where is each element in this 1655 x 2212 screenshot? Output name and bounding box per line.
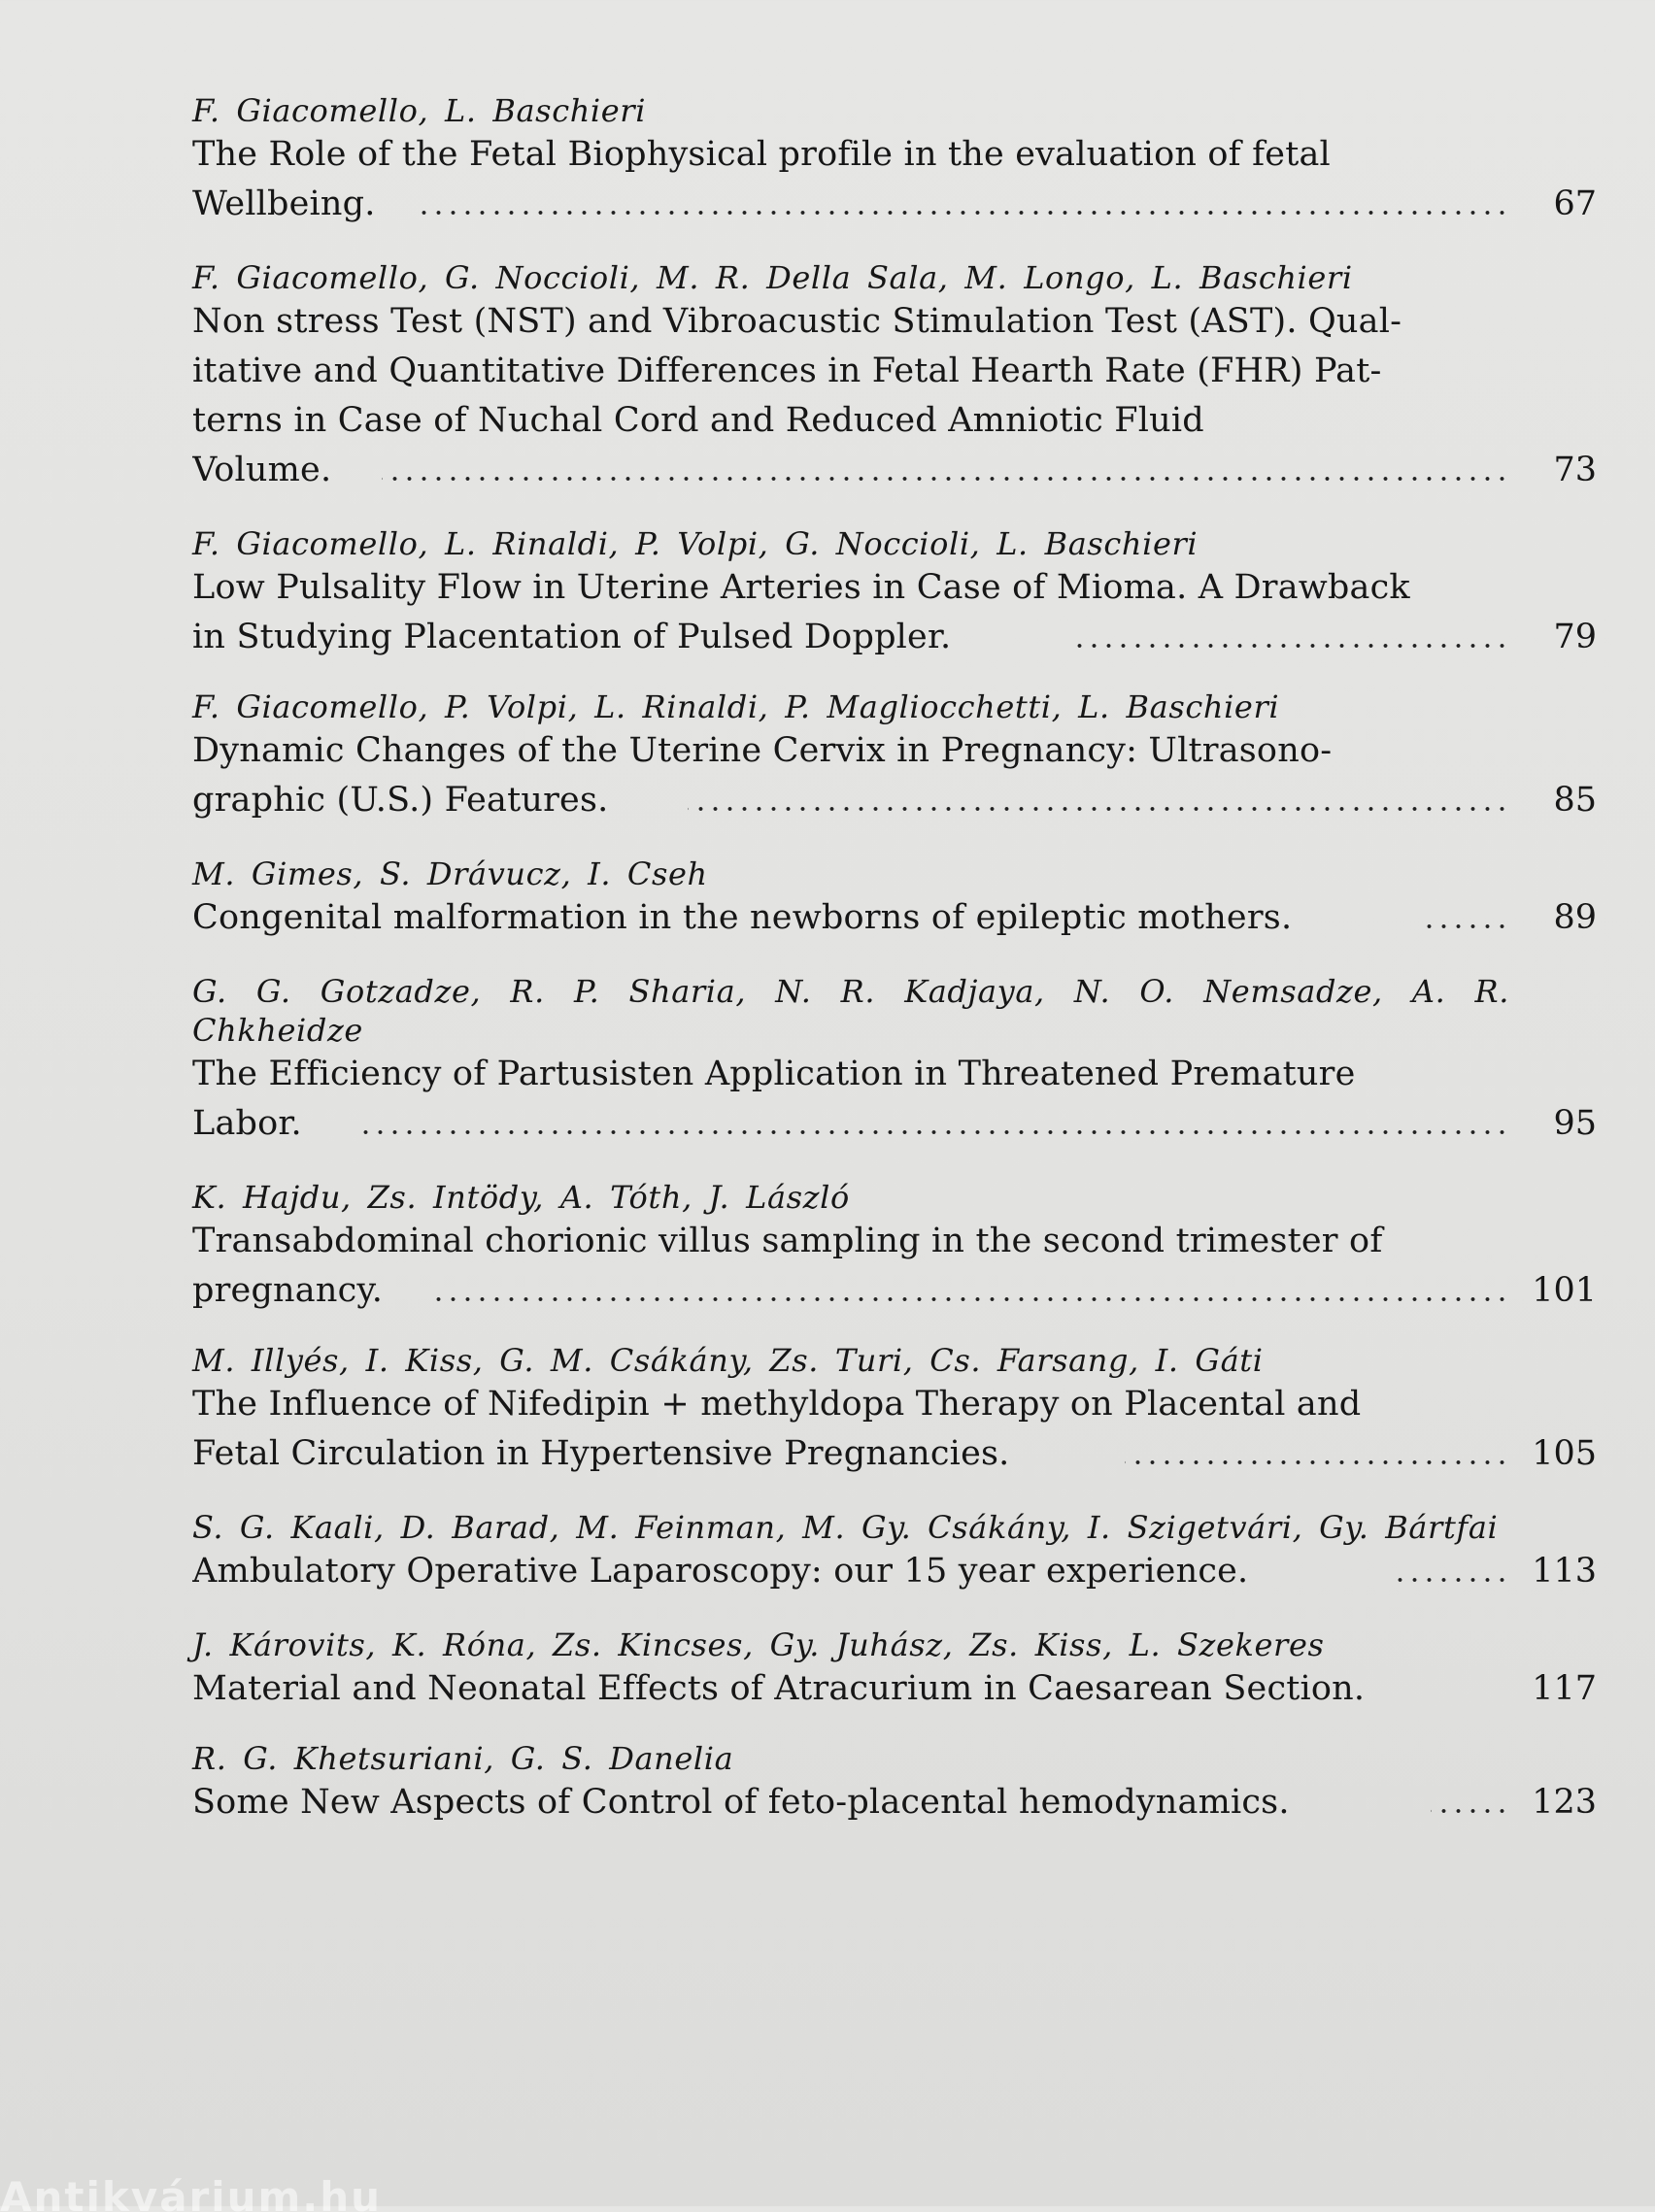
entry-title-line — [192, 446, 1509, 495]
entry-title-line — [192, 1429, 1509, 1479]
entry-title-text: itative and Quantitative Differences in Fetal Hearth Rate (FHR) Pat- — [192, 352, 1382, 390]
entry-title-last-row — [192, 1429, 1597, 1479]
entry-title-last-row — [192, 1664, 1597, 1714]
watermark: Antikvárium.hu — [0, 2173, 383, 2212]
entry-title-last-row — [192, 613, 1597, 662]
entry-title-line — [192, 1380, 1509, 1429]
entry-page-number: 117 — [1532, 1669, 1597, 1708]
entry-title-last-row — [192, 180, 1597, 229]
entry-title-last-row — [192, 446, 1597, 495]
entry-title-line — [192, 347, 1509, 396]
entry-title-text: terns in Case of Nuchal Cord and Reduced Amniotic Fluid — [192, 401, 1204, 440]
entry-authors: J. Károvits, K. Róna, Zs. Kincses, Gy. Juhász, Zs. Kiss, L. Szekeres — [192, 1626, 1325, 1663]
entry-page-number: 101 — [1532, 1271, 1597, 1310]
entry-authors: F. Giacomello, L. Rinaldi, P. Volpi, G. Noccioli, L. Baschieri — [192, 525, 1199, 562]
entry-page-number: 113 — [1532, 1552, 1597, 1591]
entry-title-text: Non stress Test (NST) and Vibroacustic Stimulation Test (AST). Qual- — [192, 302, 1402, 341]
entry-title-line — [192, 1664, 1509, 1714]
entry-title-line — [192, 130, 1509, 180]
entry-title-text: Ambulatory Operative Laparoscopy: our 15 year experience. — [192, 1552, 1249, 1591]
entry-title-last-row — [192, 776, 1597, 825]
leader-dots — [1421, 922, 1509, 931]
leader-dots — [1071, 641, 1509, 651]
entry-authors: F. Giacomello, P. Volpi, L. Rinaldi, P. Magliocchetti, L. Baschieri — [192, 688, 1280, 725]
entry-title-text: Fetal Circulation in Hypertensive Pregnancies. — [192, 1434, 1010, 1473]
entry-page-number: 95 — [1553, 1104, 1597, 1143]
toc-entry — [192, 1341, 1597, 1479]
entry-title-line — [192, 1778, 1509, 1827]
toc-entry — [192, 1178, 1597, 1316]
entry-title-line — [192, 776, 1509, 825]
entry-title-line — [192, 613, 1509, 662]
entry-title-line — [192, 726, 1509, 776]
leader-dots — [382, 474, 1509, 484]
leader-dots — [421, 208, 1509, 218]
entry-authors: S. G. Kaali, D. Barad, M. Feinman, M. Gy. Csákány, I. Szigetvári, Gy. Bártfai — [192, 1509, 1499, 1546]
toc-entry — [192, 258, 1597, 495]
entry-authors: M. Illyés, I. Kiss, G. M. Csákány, Zs. Turi, Cs. Farsang, I. Gáti — [192, 1342, 1264, 1379]
entry-title-text: Labor. — [192, 1104, 302, 1143]
toc-entry — [192, 1625, 1597, 1714]
entry-title-line — [192, 893, 1509, 943]
entry-title-text: Congenital malformation in the newborns of epileptic mothers. — [192, 898, 1293, 937]
entry-authors: F. Giacomello, L. Baschieri — [192, 92, 647, 129]
entry-authors: G. G. Gotzadze, R. P. Sharia, N. R. Kadjaya, N. O. Nemsadze, A. R. Chkheidze — [192, 973, 1509, 1049]
entry-title-line — [192, 396, 1509, 446]
entry-title-last-row — [192, 893, 1597, 943]
entry-page-number: 89 — [1553, 898, 1597, 937]
entry-title-text: The Efficiency of Partusisten Application in Threatened Premature — [192, 1055, 1356, 1093]
entry-title-text: pregnancy. — [192, 1271, 384, 1310]
entry-title-last-row — [192, 1099, 1597, 1149]
toc-entry — [192, 91, 1597, 229]
entry-title-line — [192, 180, 1509, 229]
table-of-contents — [192, 91, 1597, 1857]
leader-dots — [688, 804, 1509, 814]
entry-page-number: 85 — [1553, 781, 1597, 820]
entry-title-text: Low Pulsality Flow in Uterine Arteries in Case of Mioma. A Drawback — [192, 568, 1410, 607]
entry-page-number: 79 — [1553, 618, 1597, 656]
entry-title-line — [192, 1217, 1509, 1266]
entry-title-last-row — [192, 1778, 1597, 1827]
entry-title-line — [192, 563, 1509, 613]
entry-authors: K. Hajdu, Zs. Intödy, A. Tóth, J. László — [192, 1179, 850, 1216]
entry-title-text: Volume. — [192, 451, 332, 489]
entry-title-text: The Influence of Nifedipin + methyldopa Therapy on Placental and — [192, 1385, 1362, 1424]
entry-authors: F. Giacomello, G. Noccioli, M. R. Della Sala, M. Longo, L. Baschieri — [192, 259, 1353, 296]
entry-page-number: 105 — [1532, 1434, 1597, 1473]
entry-title-text: Some New Aspects of Control of feto-placental hemodynamics. — [192, 1783, 1290, 1822]
leader-dots — [362, 1127, 1509, 1137]
entry-title-text: Dynamic Changes of the Uterine Cervix in Pregnancy: Ultrasono- — [192, 731, 1333, 770]
entry-title-text: Wellbeing. — [192, 184, 376, 223]
entry-title-text: Material and Neonatal Effects of Atracurium in Caesarean Section. — [192, 1669, 1366, 1708]
entry-authors: R. G. Khetsuriani, G. S. Danelia — [192, 1740, 734, 1777]
toc-entry — [192, 524, 1597, 662]
leader-dots — [1125, 1458, 1509, 1467]
entry-title-text: graphic (U.S.) Features. — [192, 781, 609, 820]
entry-title-line — [192, 1099, 1509, 1149]
entry-title-line — [192, 1547, 1509, 1596]
entry-page-number: 67 — [1553, 184, 1597, 223]
entry-title-line — [192, 1266, 1509, 1316]
entry-title-last-row — [192, 1266, 1597, 1316]
toc-entry — [192, 855, 1597, 943]
toc-entry — [192, 1508, 1597, 1596]
entry-title-line — [192, 1050, 1509, 1099]
entry-authors: M. Gimes, S. Drávucz, I. Cseh — [192, 855, 708, 892]
entry-title-text: in Studying Placentation of Pulsed Doppler. — [192, 618, 952, 656]
entry-page-number: 123 — [1532, 1783, 1597, 1822]
entry-title-line — [192, 297, 1509, 347]
toc-entry — [192, 1739, 1597, 1827]
entry-page-number: 73 — [1553, 451, 1597, 489]
entry-title-last-row — [192, 1547, 1597, 1596]
toc-entry — [192, 687, 1597, 825]
leader-dots — [435, 1294, 1509, 1304]
entry-title-text: Transabdominal chorionic villus sampling in the second trimester of — [192, 1222, 1383, 1260]
toc-entry — [192, 972, 1597, 1149]
leader-dots — [1431, 1806, 1509, 1816]
leader-dots — [1392, 1575, 1509, 1585]
entry-title-text: The Role of the Fetal Biophysical profile in the evaluation of fetal — [192, 135, 1331, 174]
